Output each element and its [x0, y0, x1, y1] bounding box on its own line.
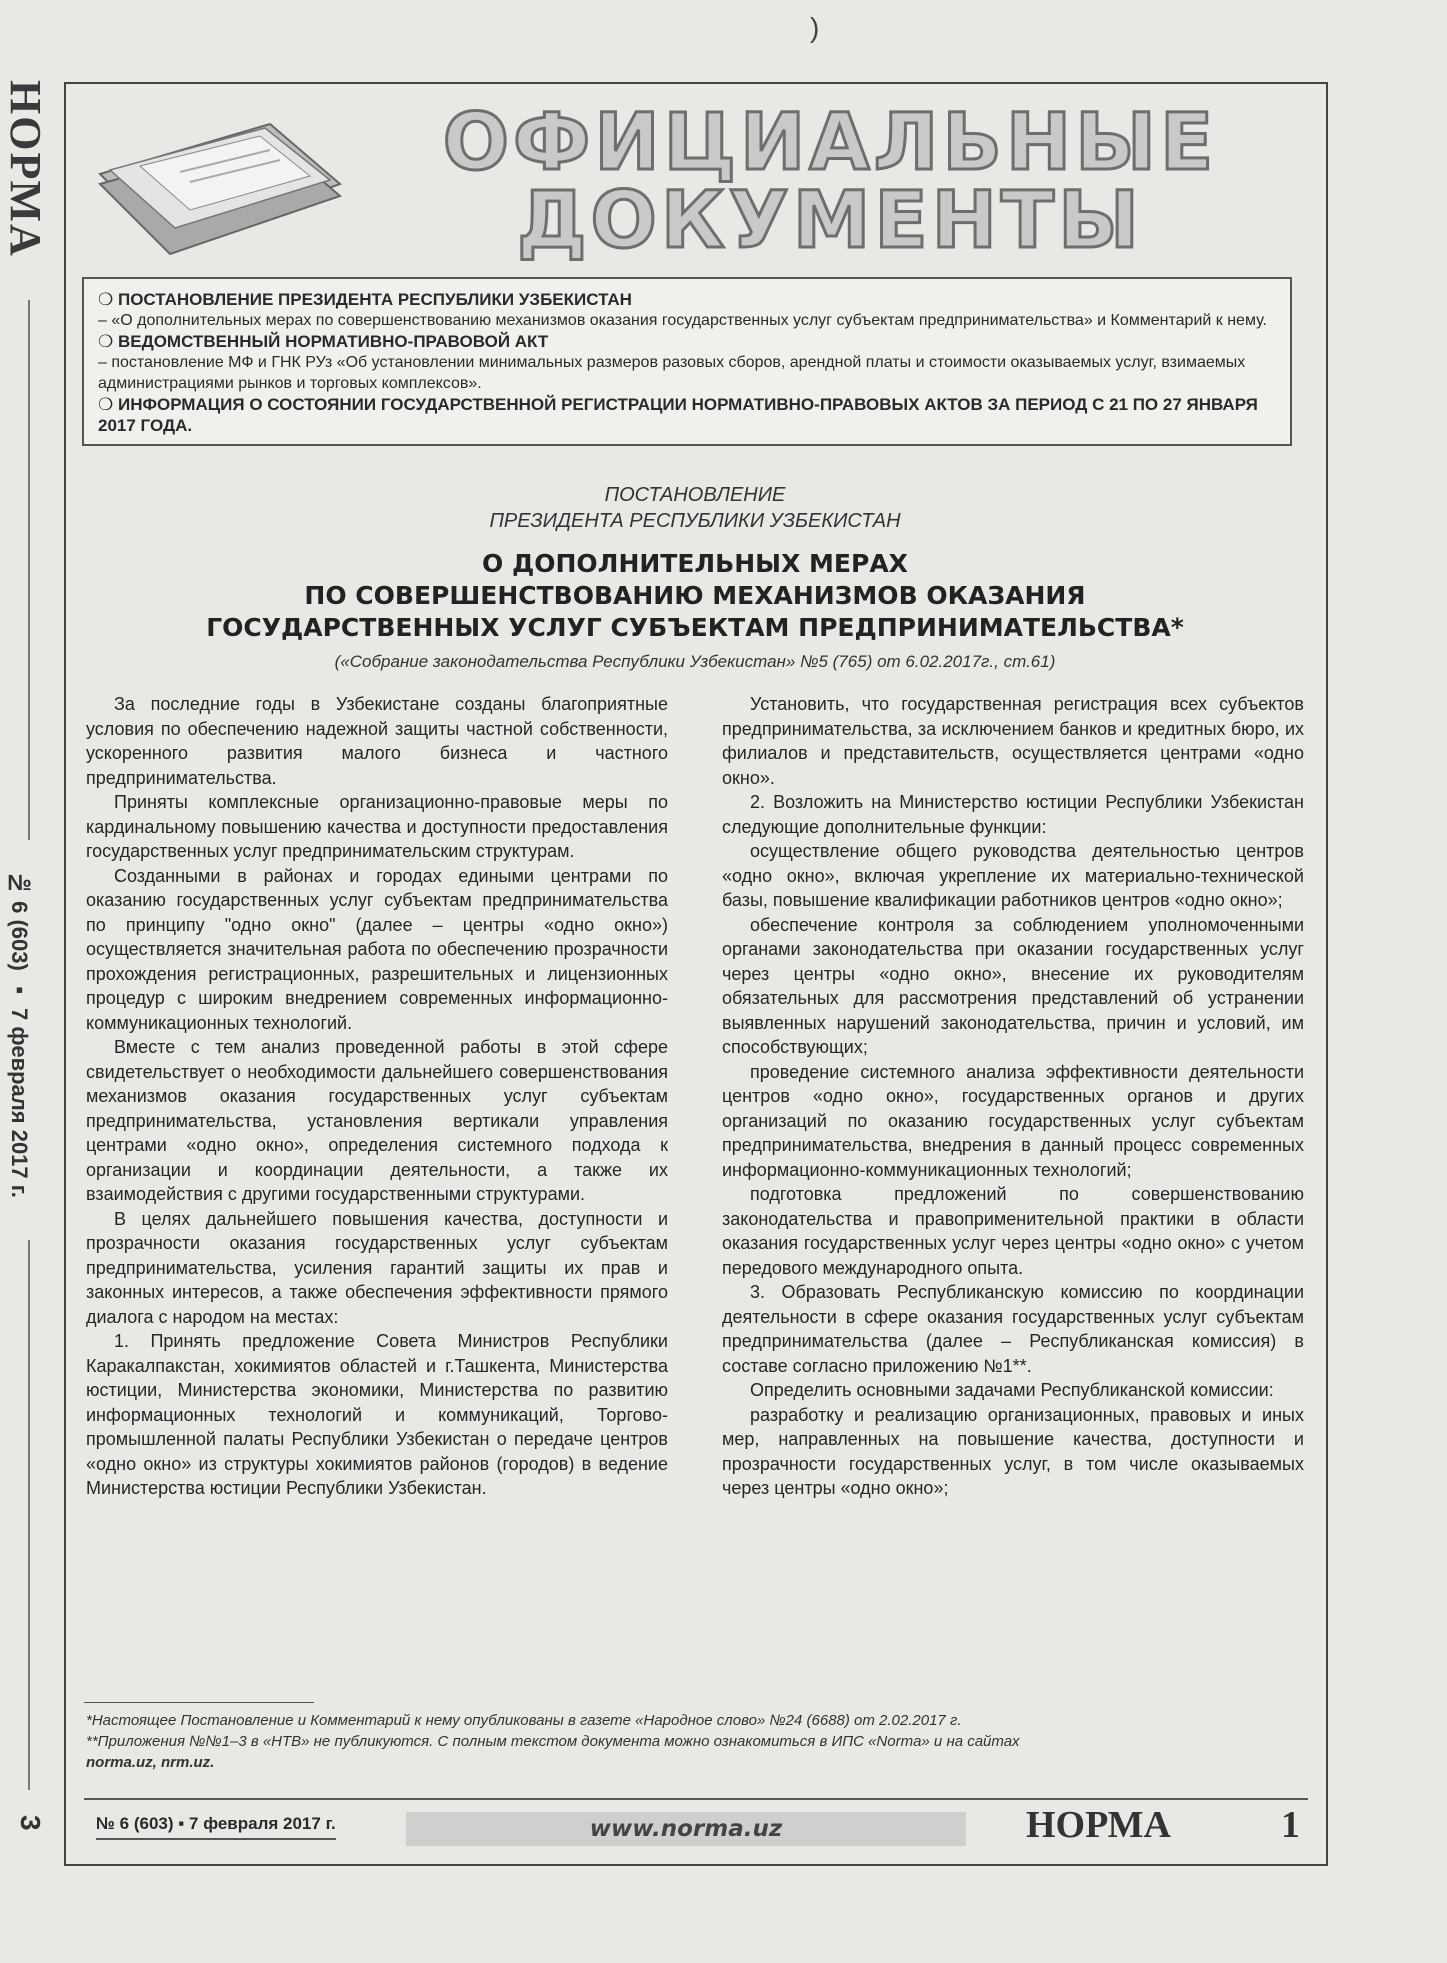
side-brand: НОРМА: [1, 80, 50, 258]
document-stack-icon: [80, 114, 350, 264]
footer-site-link[interactable]: www.norma.uz: [406, 1812, 966, 1846]
banner-line-2: ДОКУМЕНТЫ: [517, 176, 1143, 266]
document-type-line-1: ПОСТАНОВЛЕНИЕ: [604, 484, 786, 506]
document-title-line-2: ПО СОВЕРШЕНСТВОВАНИЮ МЕХАНИЗМОВ ОКАЗАНИЯ: [304, 581, 1086, 610]
contents-item-desc: – постановление МФ и ГНК РУз «Об установлении минимальных размеров разовых сборов, арендной платы и стоимости оказываемых услуг, взимаемых администрациями рынков и торговых комплексов».: [98, 354, 1246, 392]
section-header: [80, 98, 1310, 266]
footer-issue: № 6 (603) ▪ 7 февраля 2017 г.: [96, 1814, 336, 1840]
paragraph: Установить, что государственная регистрация всех субъектов предпринимательства, за исключением банков и кредитных бюро, их филиалов и представительств, осуществляется центрами «одно окно».: [722, 694, 1304, 788]
contents-item-desc: – «О дополнительных мерах по совершенствованию механизмов оказания государственных услуг субъектам предпринимательства» и Комментарий к нему.: [98, 312, 1267, 329]
footnote-2: **Приложения №№1–3 в «НТВ» не публикуются. С полным текстом документа можно ознакомиться в ИПС «Norma» и на сайтах: [86, 1733, 1020, 1750]
footnote-divider: [84, 1702, 314, 1703]
paragraph: За последние годы в Узбекистане созданы благоприятные условия по обеспечению надежной защиты частной собственности, ускоренного развития малого бизнеса и частного предпринимательства.: [86, 694, 668, 788]
body-column-left: [86, 692, 668, 1501]
contents-item-title: ❍ ИНФОРМАЦИЯ О СОСТОЯНИИ ГОСУДАРСТВЕННОЙ РЕГИСТРАЦИИ НОРМАТИВНО-ПРАВОВЫХ АКТОВ ЗА ПЕРИОД С 21 ПО 27 ЯНВАРЯ 2017 ГОДА.: [98, 394, 1276, 436]
footnotes: [86, 1710, 1304, 1773]
page-footer: [84, 1798, 1308, 1856]
footnote-sites[interactable]: norma.uz, nrm.uz.: [86, 1754, 215, 1771]
contents-box: [82, 277, 1292, 446]
paragraph: 3. Образовать Республиканскую комиссию по координации деятельности в сфере оказания государственных услуг субъектам предпринимательства (далее – Республиканская комиссия) в составе согласно приложению №1**.: [722, 1282, 1304, 1376]
side-divider-bottom: [28, 1240, 30, 1790]
document-source: («Собрание законодательства Республики Узбекистан» №5 (765) от 6.02.2017г., ст.61): [334, 652, 1056, 671]
footer-page-number: 1: [1281, 1804, 1300, 1846]
paragraph: 1. Принять предложение Совета Министров Республики Каракалпакстан, хокимиятов областей и г.Ташкента, Министерства юстиции, Министерства экономики, Министерства по развитию информационных технологий и коммуникаций, Торгово-промышленной палаты Республики Узбекистан о передаче центров «одно окно» из структуры хокимиятов районов (городов) в ведение Министерства юстиции Республики Узбекистан.: [86, 1331, 668, 1498]
paragraph: Вместе с тем анализ проведенной работы в этой сфере свидетельствует о необходимости дальнейшего совершенствования механизмов оказания государственных услуг субъектам предпринимательства, установления вертикали управления центрами «одно окно», определения системного подхода к организации и координации деятельности, а также их взаимодействия с другими государственными структурами.: [86, 1037, 668, 1204]
paragraph: проведение системного анализа эффективности деятельности центров «одно окно», государственных органов и других организаций по оказанию государственных услуг субъектам предпринимательства, внедрения в данный процесс современных информационно-коммуникационных технологий;: [722, 1061, 1304, 1180]
paragraph: В целях дальнейшего повышения качества, доступности и прозрачности оказания государственных услуг субъектам предпринимательства, усиления гарантий защиты их прав и законных интересов, а также обеспечения эффективности прямого диалога с народом на местах:: [86, 1208, 668, 1327]
paragraph: подготовка предложений по совершенствованию законодательства и правоприменительной практики в области оказания государственных услуг через центры «одно окно» с учетом передового международного опыта.: [722, 1184, 1304, 1278]
paragraph: разработку и реализацию организационных, правовых и иных мер, направленных на повышение качества, доступности и прозрачности государственных услуг, в том числе оказываемых через центры «одно окно»;: [722, 1404, 1304, 1498]
document-type-line-2: ПРЕЗИДЕНТА РЕСПУБЛИКИ УЗБЕКИСТАН: [489, 510, 901, 532]
document-type: [80, 482, 1310, 534]
paragraph: осуществление общего руководства деятельностью центров «одно окно», включая укрепление их материально-технической базы, повышение квалификации работников центров «одно окно»;: [722, 841, 1304, 910]
paragraph: Приняты комплексные организационно-правовые меры по кардинальному повышению качества и доступности предоставления государственных услуг предпринимательским структурам.: [86, 792, 668, 861]
contents-item: [98, 394, 1276, 436]
contents-item-title: ❍ ВЕДОМСТВЕННЫЙ НОРМАТИВНО-ПРАВОВОЙ АКТ: [98, 331, 1276, 352]
paragraph: обеспечение контроля за соблюдением уполномоченными органами законодательства при оказании государственных услуг через центры «одно окно», внесение их руководителям обязательных для рассмотрения представлений об устранении выявленных нарушений законодательства, причин и условий, им способствующих;: [722, 914, 1304, 1057]
section-banner: [350, 98, 1310, 266]
paragraph: 2. Возложить на Министерство юстиции Республики Узбекистан следующие дополнительные функции:: [722, 792, 1304, 837]
footer-brand: НОРМА: [1026, 1804, 1171, 1846]
paragraph: Созданными в районах и городах едиными центрами по оказанию государственных услуг субъектам предпринимательства по принципу "одно окно" (далее – центры «одно окно») осуществляется значительная работа по обеспечению прозрачности прохождения регистрационных, разрешительных и лицензионных процедур с широким внедрением современных информационно-коммуникационных технологий.: [86, 865, 668, 1033]
body-column-right: [722, 692, 1304, 1501]
document-title-line-3: ГОСУДАРСТВЕННЫХ УСЛУГ СУБЪЕКТАМ ПРЕДПРИНИМАТЕЛЬСТВА*: [206, 613, 1184, 642]
document-title-line-1: О ДОПОЛНИТЕЛЬНЫХ МЕРАХ: [482, 549, 908, 578]
side-divider-top: [28, 300, 30, 840]
punch-mark-icon: ): [810, 12, 820, 43]
side-page-number: 3: [15, 1815, 46, 1831]
footnote-1: *Настоящее Постановление и Комментарий к нему опубликованы в газете «Народное слово» №24 (6688) от 2.02.2017 г.: [86, 1712, 962, 1729]
contents-item: [98, 289, 1276, 331]
banner-line-1: ОФИЦИАЛЬНЫЕ: [442, 98, 1218, 188]
contents-item: [98, 331, 1276, 394]
paragraph: Определить основными задачами Республиканской комиссии:: [750, 1380, 1274, 1400]
document-title: [80, 548, 1310, 644]
contents-item-title: ❍ ПОСТАНОВЛЕНИЕ ПРЕЗИДЕНТА РЕСПУБЛИКИ УЗБЕКИСТАН: [98, 289, 1276, 310]
side-issue: № 6 (603) ▪ 7 февраля 2017 г.: [7, 870, 32, 1198]
